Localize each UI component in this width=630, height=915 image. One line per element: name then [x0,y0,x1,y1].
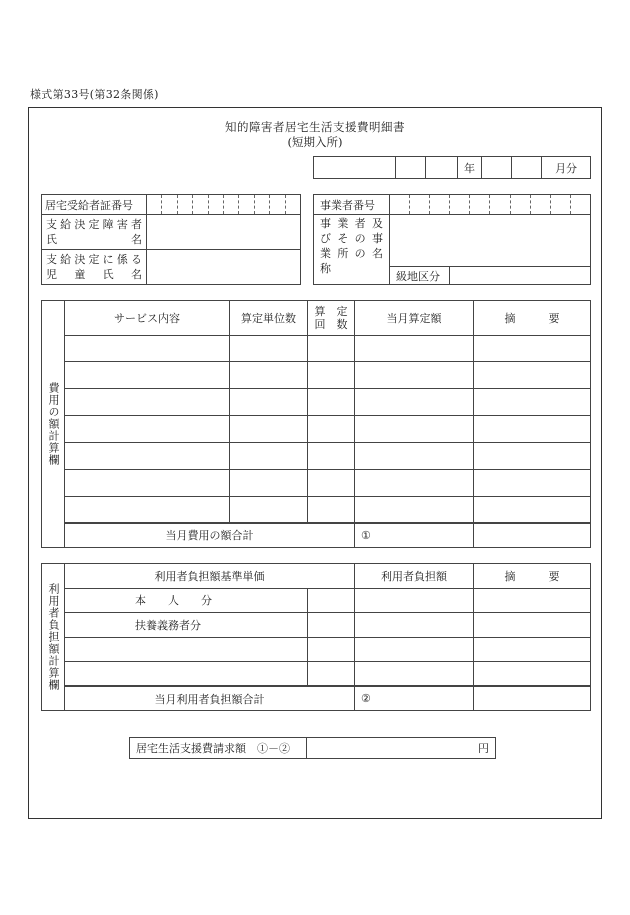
recipient-info-table [41,194,301,285]
claim-amount-field[interactable] [307,738,496,759]
cost-side-label: 費用の額計算欄 [42,301,65,548]
guardian-portion-label: 扶養義務者分 [65,613,308,638]
amount-header: 当月算定額 [355,301,474,336]
burden-table [41,563,591,711]
burden-total-field[interactable] [355,686,474,711]
date-table [313,156,591,179]
provider-name-field[interactable] [390,215,591,267]
service-header: サービス内容 [65,301,230,336]
form-title: 知的障害者居宅生活支援費明細書 [225,120,405,134]
form-subtitle: (短期入所) [287,135,343,149]
cost-row [42,469,591,496]
burden-side-label: 利用者負担額計算欄 [42,564,65,711]
month-digit-1[interactable] [481,157,512,179]
region-label: 級地区分 [390,267,450,285]
month-label: 月分 [542,157,591,179]
year-digit-1[interactable] [395,157,426,179]
provider-number-field[interactable] [390,195,591,215]
yen-unit: 円 [478,742,489,755]
units-header: 算定単位数 [230,301,308,336]
cost-total-field[interactable] [355,523,474,548]
provider-number-label: 事業者番号 [314,195,390,215]
claim-table [129,737,496,759]
provider-info-table [313,194,591,285]
provider-name-label: 事業者及 びその事 業所の名 称 [314,215,390,285]
child-name-label: 支給決定に係る 児 童 氏 名 [42,250,147,285]
recipient-number-field[interactable] [147,195,301,215]
year-digit-2[interactable] [426,157,458,179]
burden-remarks-header: 摘 要 [474,564,591,589]
cost-row [42,335,591,362]
cost-total-label: 当月費用の額合計 [65,523,355,548]
burden-amount-header: 利用者負担額 [355,564,474,589]
cost-table [41,300,591,548]
cost-row [42,389,591,416]
self-portion-label: 本 人 分 [65,588,308,613]
form-code: 様式第33号(第32条関係) [30,88,159,101]
era-field[interactable] [314,157,396,179]
disabled-person-name-field[interactable] [147,215,301,250]
cost-row [42,496,591,523]
cost-row [42,442,591,469]
disabled-person-name-label: 支給決定障害者 氏 名 [42,215,147,250]
remarks-header: 摘 要 [474,301,591,336]
count-header: 算 定 回 数 [308,301,355,336]
year-label: 年 [458,157,481,179]
recipient-number-label: 居宅受給者証番号 [42,195,147,215]
region-field[interactable] [450,267,591,285]
burden-total-label: 当月利用者負担額合計 [65,686,355,711]
cost-row [42,362,591,389]
cost-row [42,416,591,443]
total-marker-2: ② [361,692,371,705]
total-marker-1: ① [361,528,371,542]
basis-header: 利用者負担額基準単価 [65,564,355,589]
claim-label: 居宅生活支援費請求額 ①－② [130,738,307,759]
child-name-field[interactable] [147,250,301,285]
month-digit-2[interactable] [512,157,542,179]
